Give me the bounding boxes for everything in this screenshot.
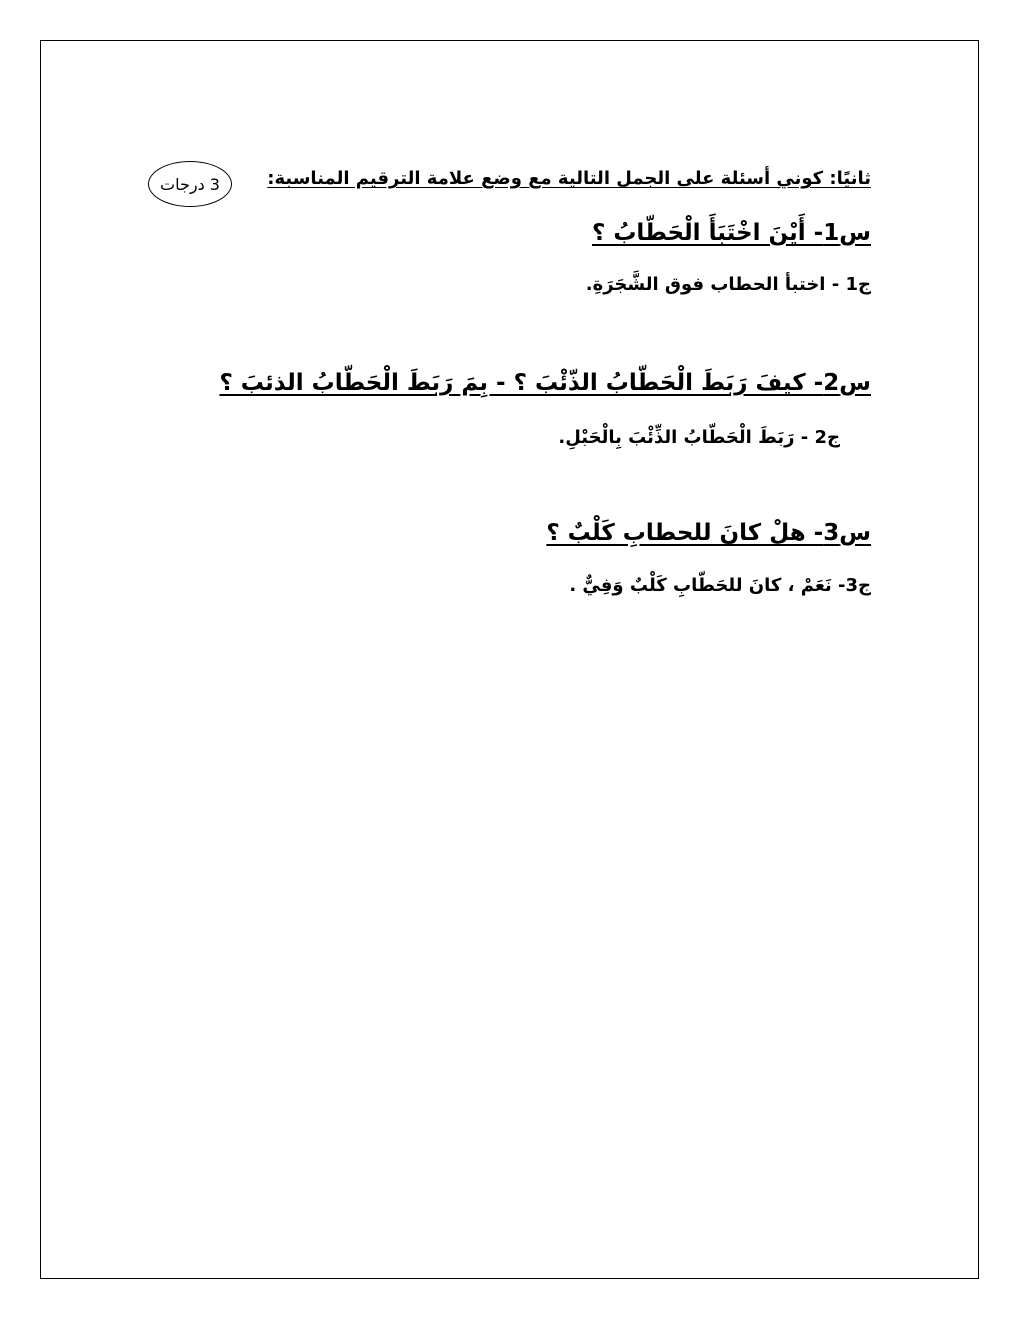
answer-3: ج3- نَعَمْ ، كانَ للحَطّابِ كَلْبٌ وَفِيٌّ . [569,575,871,596]
section-instruction: ثانيًا: كوني أسئلة على الجمل التالية مع وضع علامة الترقيم المناسبة: [267,168,871,189]
question-3: س3- هلْ كانَ للحطابِ كَلْبٌ ؟ [546,520,871,546]
answer-2: ج2 - رَبَطَ الْحَطّابُ الذِّئْبَ بِالْحَبْلِ. [558,427,840,448]
answer-1: ج1 - اختبأ الحطاب فوق الشَّجَرَةِ. [585,274,871,295]
grade-label: 3 درجات [160,174,220,194]
question-2: س2- كيفَ رَبَطَ الْحَطّابُ الذّئْبَ ؟ - بِمَ رَبَطَ الْحَطّابُ الذئبَ ؟ [219,370,871,396]
question-1: س1- أَيْنَ اخْتَبَأَ الْحَطّابُ ؟ [591,220,871,246]
grade-badge [148,161,232,207]
